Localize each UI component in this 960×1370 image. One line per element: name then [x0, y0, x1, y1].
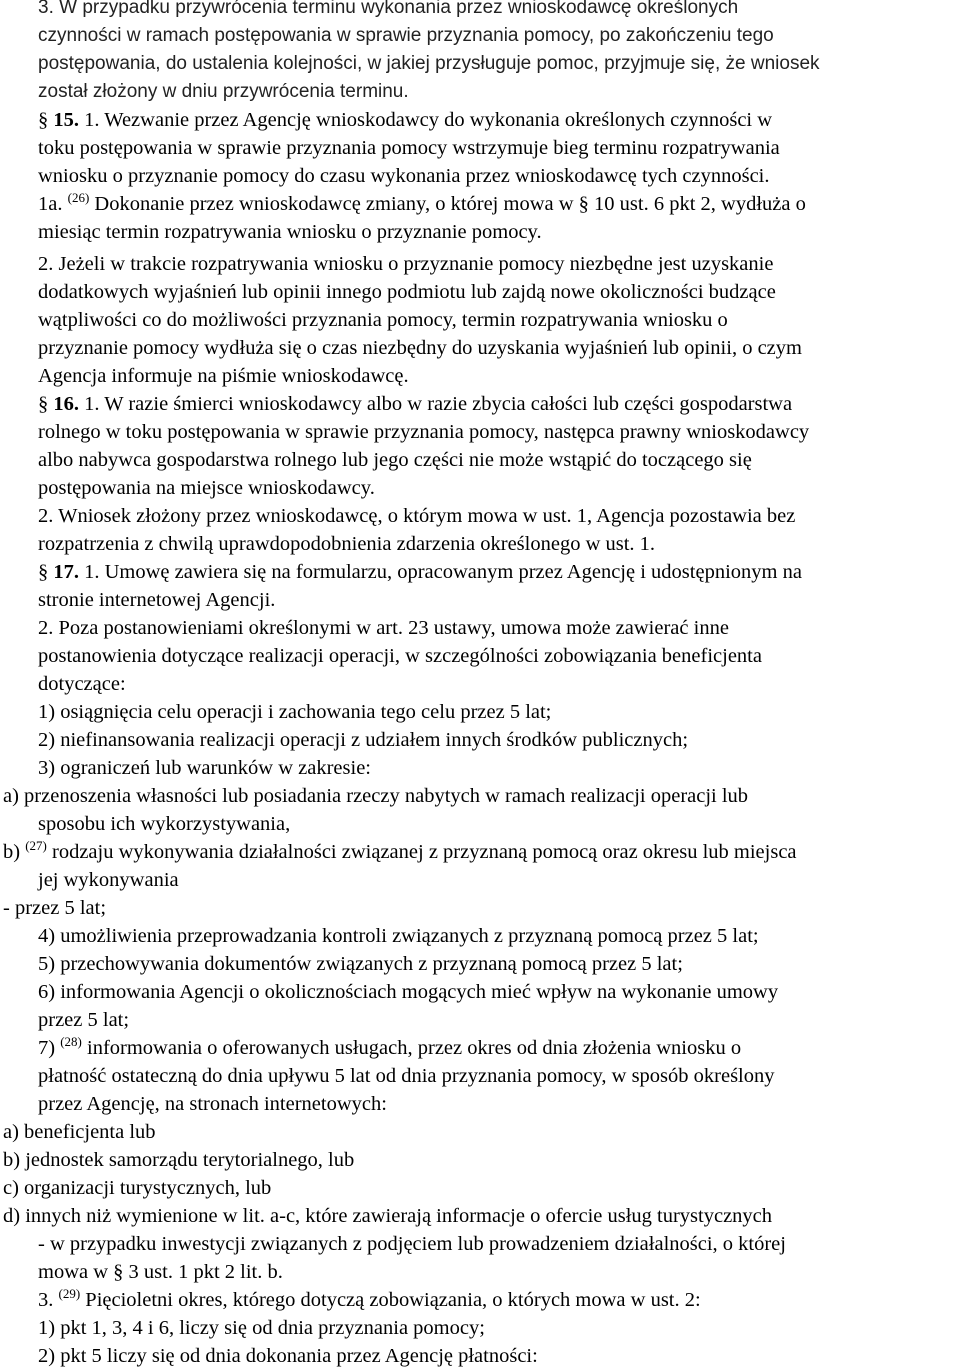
- text-line: rozpatrzenia z chwilą uprawdopodobnienia zdarzenia określonego w ust. 1.: [38, 533, 656, 555]
- list-item: 1) pkt 1, 3, 4 i 6, liczy się od dnia przyznania pomocy;: [38, 1317, 485, 1339]
- paragraph-line: [38, 558, 802, 586]
- footnote-ref: (26): [67, 190, 90, 205]
- paragraph-text: Dokonanie przez wnioskodawcę zmiany, o której mowa w § 10 ust. 6 pkt 2, wydłuża o: [94, 193, 806, 215]
- section-sign: §: [38, 393, 49, 415]
- text-line: mowa w § 3 ust. 1 pkt 2 lit. b.: [38, 1261, 283, 1283]
- text-line: dodatkowych wyjaśnień lub opinii innego podmiotu lub zajdą nowe okoliczności budzące: [38, 281, 776, 303]
- footnote-ref: (28): [60, 1034, 82, 1049]
- text-line: - przez 5 lat;: [3, 897, 107, 919]
- text-line: 3. W przypadku przywrócenia terminu wykonania przez wnioskodawcę określonych: [38, 0, 739, 18]
- text-line: postępowania, do ustalenia kolejności, w jakiej przysługuje pomoc, przyjmuje się, że wniosek: [38, 53, 820, 74]
- list-item: [38, 1034, 741, 1064]
- section-sign: §: [38, 561, 49, 583]
- text-line: albo nabywca gospodarstwa rolnego lub jego części nie może wstąpić do toczącego się: [38, 449, 752, 471]
- list-marker: b): [3, 841, 21, 863]
- list-item: 4) umożliwienia przeprowadzania kontroli związanych z przyznaną pomocą przez 5 lat;: [38, 925, 759, 947]
- text-line: stronie internetowej Agencji.: [38, 589, 276, 611]
- text-line: miesiąc termin rozpatrywania wniosku o przyznanie pomocy.: [38, 221, 542, 243]
- text-line: jej wykonywania: [38, 869, 179, 891]
- list-text: informowania o oferowanych usługach, przez okres od dnia złożenia wniosku o: [87, 1037, 742, 1059]
- text-line: rolnego w toku postępowania w sprawie przyznania pomocy, następca prawny wnioskodawcy: [38, 421, 810, 443]
- paragraph-line: [38, 1286, 701, 1316]
- text-line: przez Agencję, na stronach internetowych:: [38, 1093, 387, 1115]
- section-number: 16.: [53, 393, 79, 415]
- text-line: wątpliwości co do możliwości przyznania pomocy, termin rozpatrywania wniosku o: [38, 309, 728, 331]
- paragraph-line: [38, 390, 792, 418]
- paragraph-line: [38, 190, 806, 220]
- list-item: a) beneficjenta lub: [3, 1121, 156, 1143]
- paragraph-line: [38, 106, 772, 134]
- text-line: wniosku o przyznanie pomocy do czasu wykonania przez wnioskodawcę tych czynności.: [38, 165, 770, 187]
- text-line: Agencja informuje na piśmie wnioskodawcę.: [38, 365, 409, 387]
- paragraph-number: 1a.: [38, 193, 63, 215]
- text-line: - w przypadku inwestycji związanych z podjęciem lub prowadzeniem działalności, o której: [38, 1233, 786, 1255]
- list-item: 2) niefinansowania realizacji operacji z udziałem innych środków publicznych;: [38, 729, 689, 751]
- text-line: toku postępowania w sprawie przyznania pomocy wstrzymuje bieg terminu rozpatrywania: [38, 137, 780, 159]
- text-line: został złożony w dniu przywrócenia terminu.: [38, 81, 409, 102]
- paragraph-text: Pięcioletni okres, którego dotyczą zobowiązania, o których mowa w ust. 2:: [85, 1289, 701, 1311]
- section-sign: §: [38, 109, 49, 131]
- section-number: 15.: [53, 109, 79, 131]
- text-line: postępowania na miejsce wnioskodawcy.: [38, 477, 375, 499]
- text-line: 2. Jeżeli w trakcie rozpatrywania wniosku o przyznanie pomocy niezbędne jest uzyskanie: [38, 253, 774, 275]
- text-line: przez 5 lat;: [38, 1009, 130, 1031]
- paragraph-text: 1. W razie śmierci wnioskodawcy albo w razie zbycia całości lub części gospodarstwa: [84, 393, 793, 415]
- text-line: postanowienia dotyczące realizacji operacji, w szczególności zobowiązania beneficjenta: [38, 645, 762, 667]
- paragraph-text: 1. Umowę zawiera się na formularzu, opracowanym przez Agencję i udostępnionym na: [84, 561, 802, 583]
- footnote-ref: (29): [58, 1286, 81, 1301]
- text-line: sposobu ich wykorzystywania,: [38, 813, 291, 835]
- text-line: 2. Poza postanowieniami określonymi w art. 23 ustawy, umowa może zawierać inne: [38, 617, 729, 639]
- list-item: 5) przechowywania dokumentów związanych z przyznaną pomocą przez 5 lat;: [38, 953, 683, 975]
- footnote-ref: (27): [25, 838, 47, 853]
- paragraph-text: 1. Wezwanie przez Agencję wnioskodawcy do wykonania określonych czynności w: [84, 109, 773, 131]
- text-line: dotyczące:: [38, 673, 126, 695]
- list-item: d) innych niż wymienione w lit. a-c, które zawierają informacje o ofercie usług turystycznych: [3, 1205, 773, 1227]
- list-marker: 7): [38, 1037, 56, 1059]
- section-number: 17.: [53, 561, 79, 583]
- text-line: 2. Wniosek złożony przez wnioskodawcę, o którym mowa w ust. 1, Agencja pozostawia bez: [38, 505, 796, 527]
- list-item: b) jednostek samorządu terytorialnego, lub: [3, 1149, 355, 1171]
- list-item: a) przenoszenia własności lub posiadania rzeczy nabytych w ramach realizacji operacji lub: [3, 785, 749, 807]
- paragraph-number: 3.: [38, 1289, 54, 1311]
- list-item: [3, 838, 797, 868]
- list-item: 2) pkt 5 liczy się od dnia dokonania przez Agencję płatności:: [38, 1345, 538, 1367]
- list-item: 6) informowania Agencji o okolicznościach mogących mieć wpływ na wykonanie umowy: [38, 981, 779, 1003]
- list-text: rodzaju wykonywania działalności związanej z przyznaną pomocą oraz okresu lub miejsca: [52, 841, 797, 863]
- text-line: czynności w ramach postępowania w sprawie przyznania pomocy, po zakończeniu tego: [38, 25, 774, 46]
- list-item: 1) osiągnięcia celu operacji i zachowania tego celu przez 5 lat;: [38, 701, 552, 723]
- text-line: płatność ostateczną do dnia upływu 5 lat od dnia przyznania pomocy, w sposób określony: [38, 1065, 775, 1087]
- list-item: 3) ograniczeń lub warunków w zakresie:: [38, 757, 371, 779]
- text-line: przyznanie pomocy wydłuża się o czas niezbędny do uzyskania wyjaśnień lub opinii, o czym: [38, 337, 802, 359]
- list-item: c) organizacji turystycznych, lub: [3, 1177, 272, 1199]
